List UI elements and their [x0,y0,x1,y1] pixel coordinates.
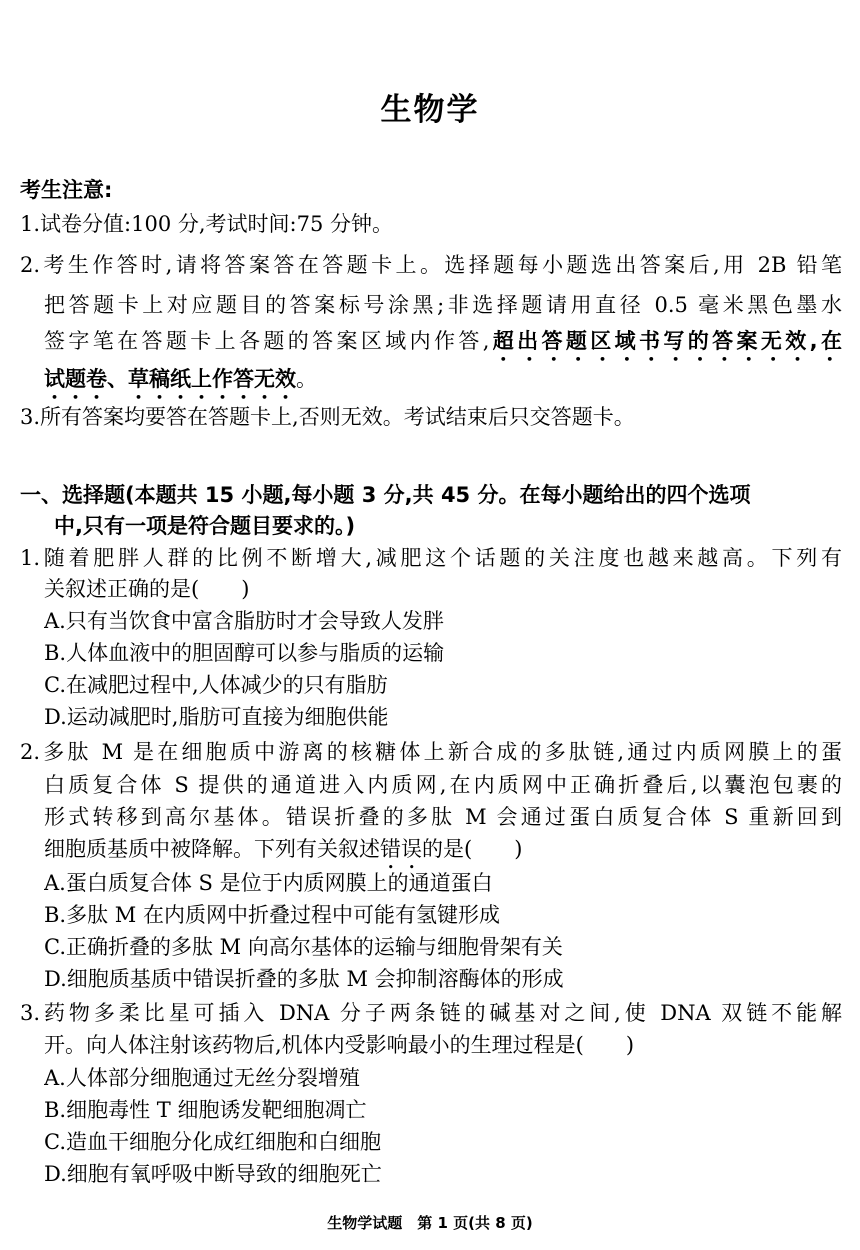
page-title: 生物学 [380,92,480,128]
question-2-stem-line-2: 白质复合体 S 提供的通道进入内质网,在内质网中正确折叠后,以囊泡包裹的 [44,773,842,797]
question-3-stem-line-1: 3.药物多柔比星可插入 DNA 分子两条链的碱基对之间,使 DNA 双链不能解 [20,1001,842,1025]
notice-item-2-line-4-end: 。 [296,367,317,391]
question-3-option-d: D.细胞有氧呼吸中断导致的细胞死亡 [44,1162,382,1186]
question-2-option-a: A.蛋白质复合体 S 是位于内质网膜上的通道蛋白 [44,871,493,895]
question-3-stem-line-2: 开。向人体注射该药物后,机体内受影响最小的生理过程是( ) [44,1033,635,1057]
question-2-stem-line-4-post: 的是( ) [422,837,523,861]
question-2-option-c: C.正确折叠的多肽 M 向高尔基体的运输与细胞骨架有关 [44,935,563,959]
section-heading-line-2: 中,只有一项是符合题目要求的。) [54,514,356,538]
question-1-option-b: B.人体血液中的胆固醇可以参与脂质的运输 [44,641,445,665]
notice-item-2-line-4 [44,364,842,404]
notice-item-2-line-2: 把答题卡上对应题目的答案标号涂黑;非选择题请用直径 0.5 毫米黑色墨水 [44,293,842,317]
notice-emphasis-1: 超出答题区域书写的答案无效,在 [489,329,842,353]
question-1-option-c: C.在减肥过程中,人体减少的只有脂肪 [44,673,388,697]
question-3-option-c: C.造血干细胞分化成红细胞和白细胞 [44,1130,381,1154]
question-2-stem-line-4-pre: 细胞质基质中被降解。下列有关叙述 [44,837,380,861]
question-1-stem-line-1: 1.随着肥胖人群的比例不断增大,减肥这个话题的关注度也越来越高。下列有 [20,546,842,570]
question-3-option-a: A.人体部分细胞通过无丝分裂增殖 [44,1066,360,1090]
question-3-option-b: B.细胞毒性 T 细胞诱发靶细胞凋亡 [44,1098,367,1122]
question-2-option-b: B.多肽 M 在内质网中折叠过程中可能有氢键形成 [44,903,500,927]
page-footer: 生物学试题 第 1 页(共 8 页) [327,1214,533,1232]
notice-item-2-line-3-plain: 签字笔在答题卡上各题的答案区域内作答, [44,329,490,353]
notice-emphasis-2: 试题卷、草稿纸上作答无效 [44,367,296,391]
notice-item-3: 3.所有答案均要答在答题卡上,否则无效。考试结束后只交答题卡。 [20,405,635,429]
notice-item-2-line-1: 2.考生作答时,请将答案答在答题卡上。选择题每小题选出答案后,用 2B 铅笔 [20,253,842,277]
notice-heading: 考生注意: [20,178,113,202]
question-2-stem-line-3: 形式转移到高尔基体。错误折叠的多肽 M 会通过蛋白质复合体 S 重新回到 [44,805,842,829]
question-2-stem-line-1: 2.多肽 M 是在细胞质中游离的核糖体上新合成的多肽链,通过内质网膜上的蛋 [20,740,842,764]
notice-item-2-line-3 [44,326,842,366]
question-2-emphasis: 错误 [380,837,422,861]
question-1-stem-line-2: 关叙述正确的是( ) [44,577,250,601]
section-heading-line-1: 一、选择题(本题共 15 小题,每小题 3 分,共 45 分。在每小题给出的四个选项 [20,483,751,507]
question-2-option-d: D.细胞质基质中错误折叠的多肽 M 会抑制溶酶体的形成 [44,967,564,991]
question-1-option-d: D.运动减肥时,脂肪可直接为细胞供能 [44,705,389,729]
notice-item-1: 1.试卷分值:100 分,考试时间:75 分钟。 [20,212,394,236]
question-1-option-a: A.只有当饮食中富含脂肪时才会导致人发胖 [44,609,444,633]
